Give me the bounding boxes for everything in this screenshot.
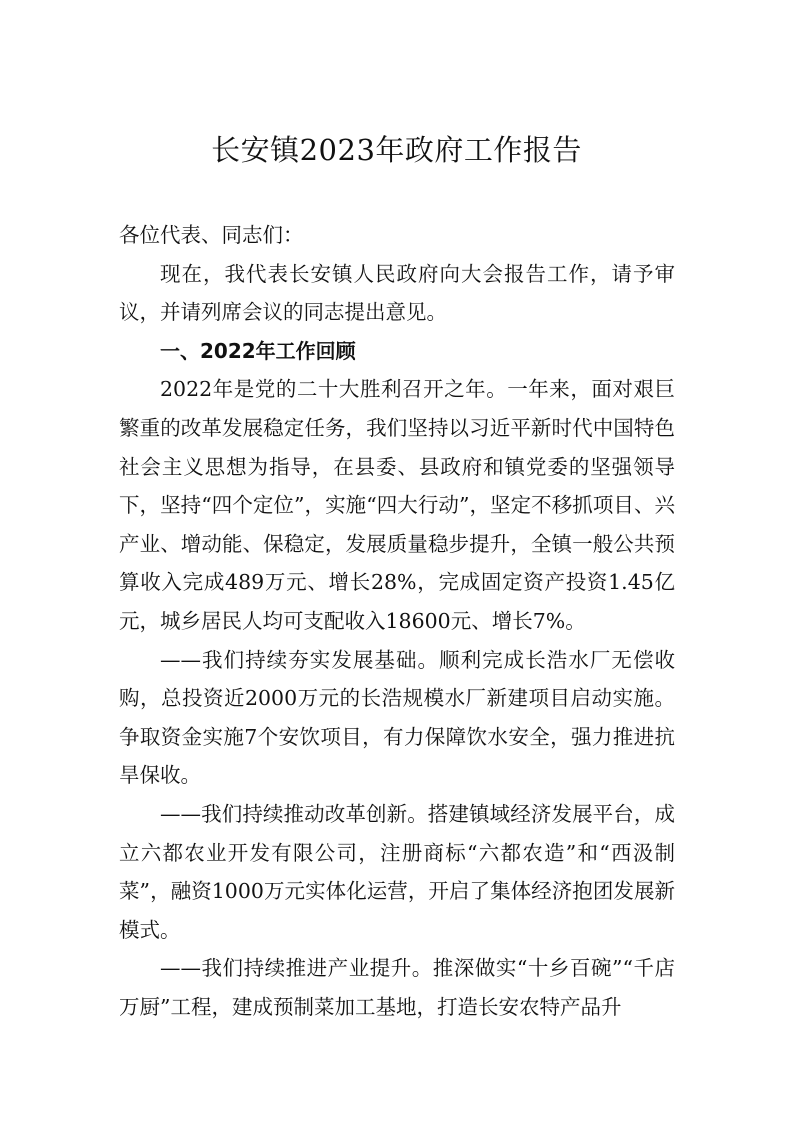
paragraph-foundation: ——我们持续夯实发展基础。顺利完成长浩水厂无偿收购，总投资近2000万元的长浩规模水厂新建项目启动实施。争取资金实施7个安饮项目，有力保障饮水安全，强力推进抗旱保收。 <box>119 647 675 788</box>
paragraph-industry: ——我们持续推进产业提升。推深做实“十乡百碗”“千店万厨”工程，建成预制菜加工基地，打造长安农特产品升 <box>119 956 675 1019</box>
paragraph-review: 2022年是党的二十大胜利召开之年。一年来，面对艰巨繁重的改革发展稳定任务，我们坚持以习近平新时代中国特色社会主义思想为指导，在县委、县政府和镇党委的坚强领导下，坚持“四个定位”，实施“四大行动”，坚定不移抓项目、兴产业、增动能、保稳定，发展质量稳步提升，全镇一般公共预算收入完成489万元、增长28%，完成固定资产投资1.45亿元，城乡居民人均可支配收入18600元、增长7%。 <box>119 377 675 633</box>
section-heading: 一、2022年工作回顾 <box>160 338 356 363</box>
document-body <box>119 216 675 1026</box>
document-title: 长安镇2023年政府工作报告 <box>211 133 582 167</box>
paragraph-intro: 现在，我代表长安镇人民政府向大会报告工作，请予审议，并请列席会议的同志提出意见。 <box>119 261 675 325</box>
paragraph-reform: ——我们持续推动改革创新。搭建镇域经济发展平台，成立六都农业开发有限公司，注册商标“六都农造”和“西汲制菜”，融资1000万元实体化运营，开启了集体经济抱团发展新模式。 <box>119 801 675 942</box>
salutation: 各位代表、同志们： <box>119 223 304 247</box>
